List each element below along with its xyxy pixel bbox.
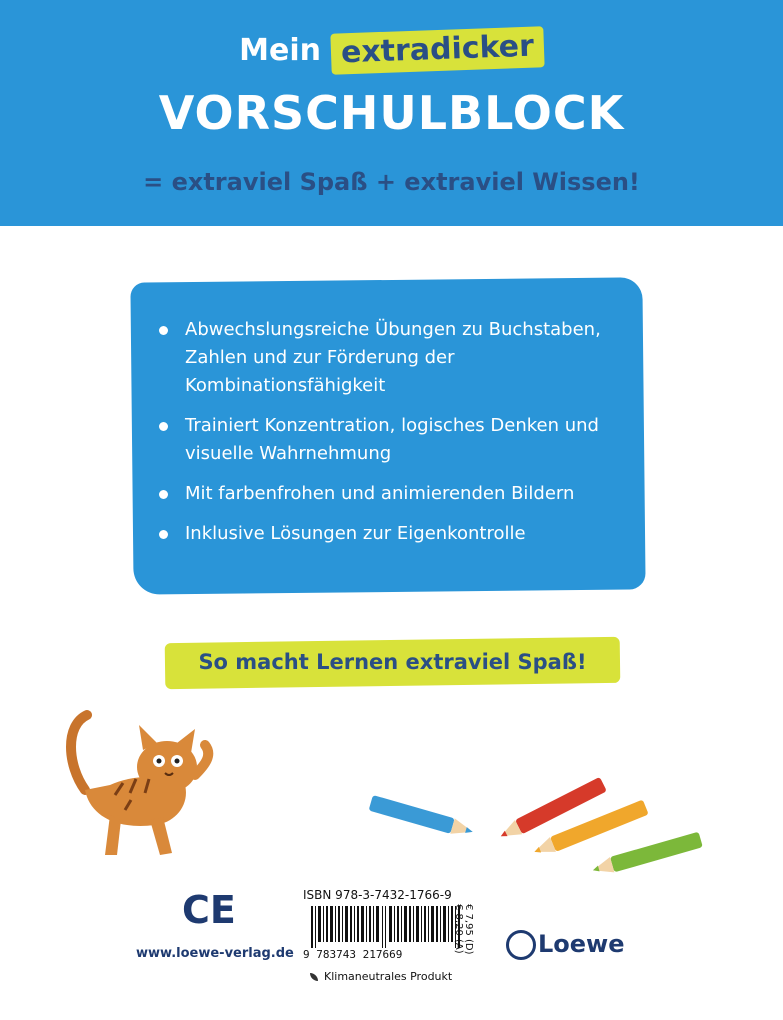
cat-illustration bbox=[55, 695, 225, 865]
lion-icon bbox=[506, 930, 536, 960]
feature-list bbox=[155, 316, 635, 560]
barcode-digits: 9 783743 217669 bbox=[303, 948, 403, 961]
book-title: VORSCHULBLOCK bbox=[158, 86, 625, 140]
bullet-icon bbox=[159, 422, 168, 431]
colored-pencils-illustration bbox=[365, 765, 705, 875]
bullet-icon bbox=[159, 530, 168, 539]
price-block bbox=[453, 904, 476, 964]
website-link[interactable]: www.loewe-verlag.de bbox=[136, 946, 294, 961]
leaf-icon bbox=[310, 973, 318, 981]
title-highlight: extradicker bbox=[330, 26, 544, 74]
bullet-icon bbox=[159, 326, 168, 335]
feature-item: Inklusive Lösungen zur Eigenkontrolle bbox=[155, 520, 635, 548]
publisher-logo: Loewe bbox=[506, 930, 625, 960]
barcode-icon bbox=[311, 906, 461, 948]
feature-item: Trainiert Konzentration, logisches Denken und visuelle Wahrnehmung bbox=[155, 412, 635, 468]
climate-label: Klimaneutrales Produkt bbox=[310, 970, 452, 983]
feature-item: Abwechslungsreiche Übungen zu Buchstaben, Zahlen und zur Förderung der Kombinationsfähigkeit bbox=[155, 316, 635, 400]
feature-item: Mit farbenfrohen und animierenden Bildern bbox=[155, 480, 635, 508]
ce-mark: CE bbox=[182, 888, 236, 932]
tagline: So macht Lernen extraviel Spaß! bbox=[198, 650, 587, 674]
title-mein: Mein bbox=[239, 33, 321, 68]
isbn-text: ISBN 978-3-7432-1766-9 bbox=[303, 888, 452, 902]
bullet-icon bbox=[159, 490, 168, 499]
price-at: € 8,20 (A) bbox=[453, 904, 464, 954]
price-de: € 7,95 (D) bbox=[463, 904, 474, 955]
book-subtitle: = extraviel Spaß + extraviel Wissen! bbox=[143, 168, 640, 196]
title-line1 bbox=[0, 30, 783, 71]
